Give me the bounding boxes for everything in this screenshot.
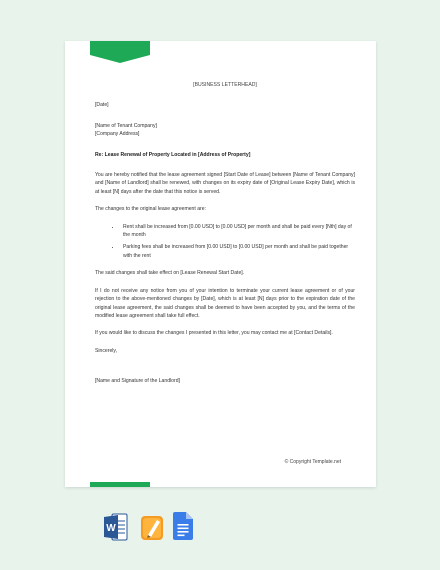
paragraph-termination: If I do not receive any notice from you of your intention to terminate your current lease agreement or of your rejection to the above-mentioned changes by [Date], which is at least [N] days prior to the expiration date of the original lease agreement, the said changes shall be deemed to have been accepted by you, and the terms of the modified lease agreement shall take full effect.: [95, 287, 355, 319]
letter-body: [95, 81, 355, 386]
letterhead: [BUSINESS LETTERHEAD]: [193, 82, 257, 88]
effect-date-line: The said changes shall take effect on [Lease Renewal Start Date].: [95, 270, 245, 277]
subject-line: Re: Lease Renewal of Property Located in [Address of Property]: [95, 151, 251, 158]
recipient-name: [Name of Tenant Company]: [95, 122, 157, 129]
signature-line: [Name and Signature of the Landlord]: [95, 378, 180, 385]
changes-list: [95, 223, 355, 261]
word-icon[interactable]: [104, 512, 128, 542]
changes-intro: The changes to the original lease agreement are:: [95, 206, 207, 213]
list-item: • Parking fees shall be increased from [0.00 USD] to [0.00 USD] per month and shall be paid together with the rent: [121, 243, 355, 260]
copyright-notice: © Copyright Template.net: [284, 459, 341, 465]
paragraph-notice: You are hereby notified that the lease agreement signed [Start Date of Lease] between [Name of Tenant Company] and [Name of Landlord] shall be renewed, with changes on its expiry date of [Original Lease Expiry Date], which is at least [N] days after the date that this notice is served.: [95, 172, 355, 195]
word-icon-letter: W: [106, 523, 116, 534]
list-item: • Rent shall be increased from [0.00 USD] to [0.00 USD] per month and shall be paid every [Nth] day of the month: [121, 223, 355, 240]
google-docs-icon[interactable]: [173, 512, 193, 540]
closing: Sincerely,: [95, 347, 117, 354]
letter-date: [Date]: [95, 102, 109, 109]
file-format-icons: [104, 512, 184, 542]
recipient-address: [Company Address]: [95, 131, 140, 138]
accent-bar: [90, 482, 150, 487]
accent-tab: [90, 41, 150, 63]
letter-page: [65, 41, 376, 487]
pages-icon[interactable]: [141, 512, 163, 542]
paragraph-contact: If you would like to discuss the changes I presented in this letter, you may contact me at [Contact Details].: [95, 330, 333, 337]
